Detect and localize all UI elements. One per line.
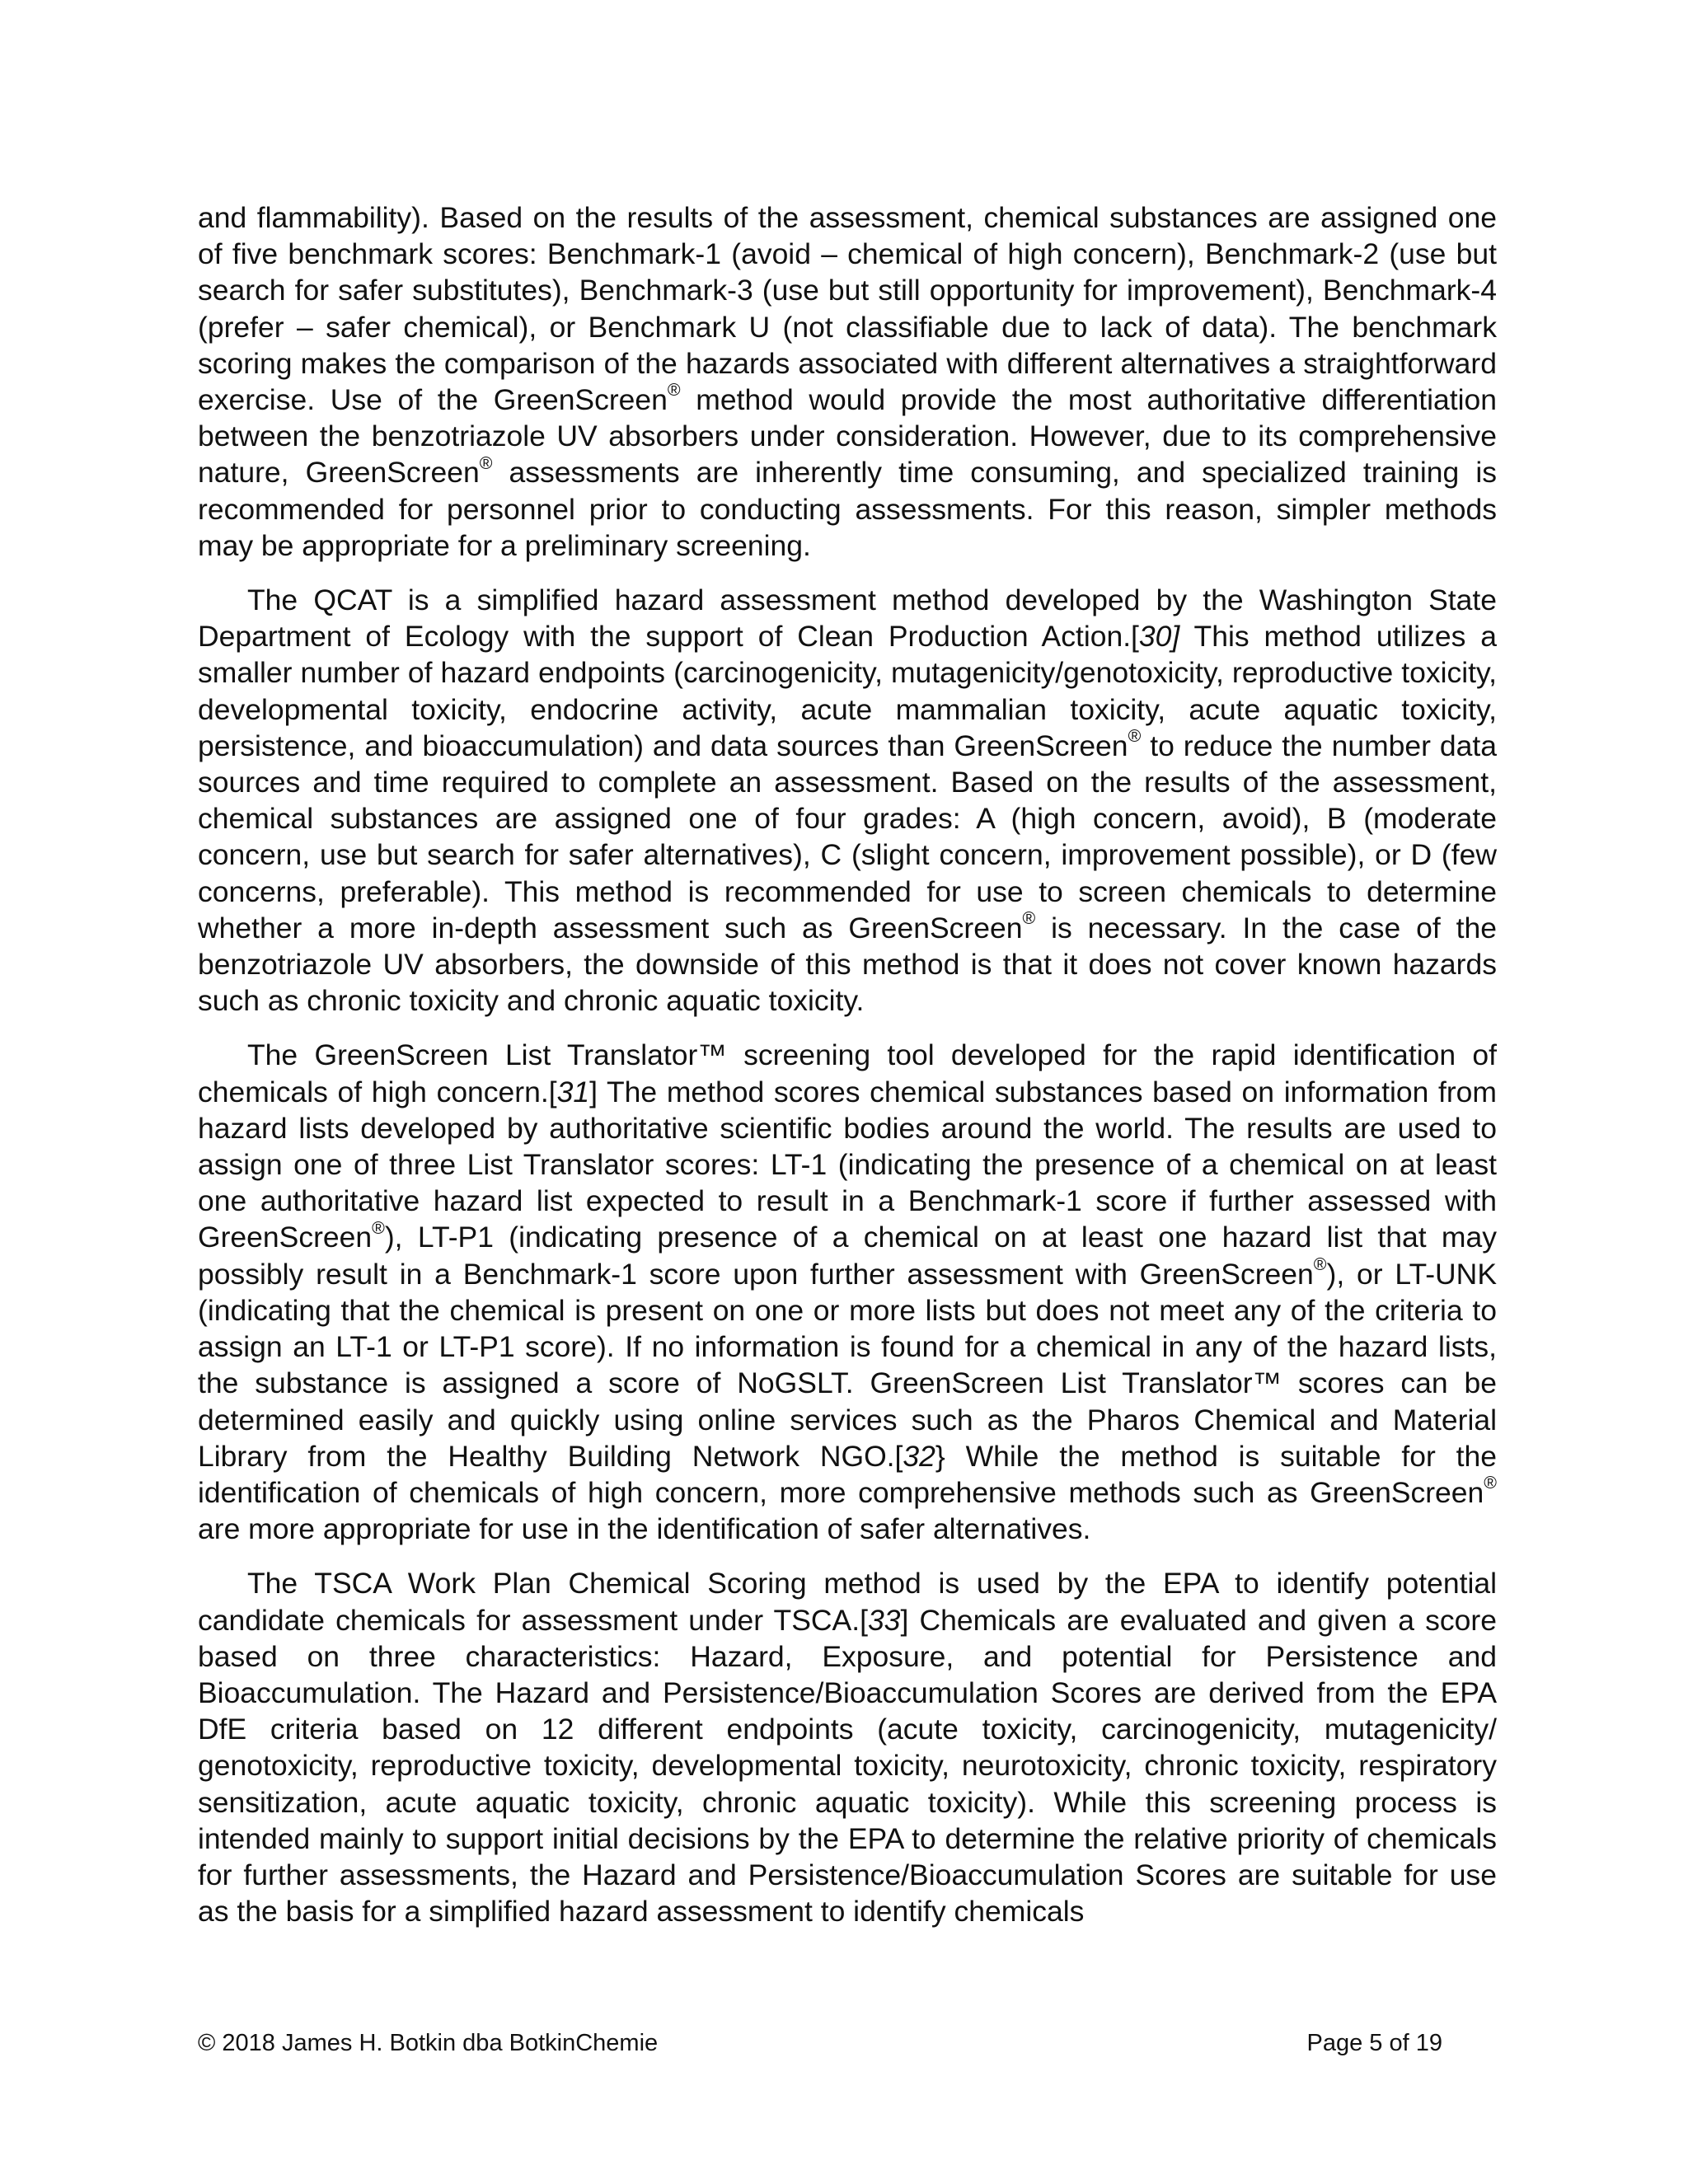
registered-mark: ®: [479, 452, 493, 473]
text-run: The GreenScreen List Translator™ screening tool developed for the rapid identification of chemicals of high concern.[: [198, 1038, 1497, 1108]
text-run: ] Chemicals are evaluated and given a score based on three characteristics: Hazard, Exposure, and potential for Persistence and Bioaccumulation. The Hazard and Persistence/Bioaccumulation Scores are derived from the EPA DfE criteria based on 12 different endpoints (acute toxicity, carcinogenicity, mutagenicity/ genotoxicity, reproductive toxicity, developmental toxicity, neurotoxicity, chronic toxicity, respiratory sensitization, acute aquatic toxicity, chronic aquatic toxicity). While this screening process is intended mainly to support initial decisions by the EPA to determine the relative priority of chemicals for further assessments, the Hazard and Persistence/Bioaccumulation Scores are suitable for use as the basis for a simplified hazard assessment to identify chemicals: [198, 1603, 1497, 1929]
footer-copyright: © 2018 James H. Botkin dba BotkinChemie: [198, 2030, 659, 2056]
text-run: This method utilizes a smaller number of hazard endpoints (carcinogenicity, mutagenicity/genotoxicity, reproductive toxicity, developmental toxicity, endocrine activity, acute mammalian toxicity, acute aquatic toxicity, persistence, and bioaccumulation) and data sources than GreenScreen: [198, 620, 1497, 762]
registered-mark: ®: [1128, 726, 1142, 747]
text-run: ), LT-P1 (indicating presence of a chemical on at least one hazard list that may possibly result in a Benchmark-1 score upon further assessment with GreenScreen: [198, 1221, 1497, 1291]
paragraph: [198, 1565, 1497, 1929]
footer-page-number: Page 5 of 19: [1306, 2030, 1442, 2056]
paragraph: [198, 199, 1497, 564]
text-run: and flammability). Based on the results of the assessment, chemical substances are assigned one of five benchmark scores: Benchmark-1 (avoid – chemical of high concern), Benchmark-2 (use but search for safer substitutes), Benchmark-3 (use but still opportunity for improvement), Benchmark-4 (prefer – safer chemical), or Benchmark U (not classifiable due to lack of data). The benchmark scoring makes the comparison of the hazards associated with different alternatives a straightforward exercise. Use of the GreenScreen: [198, 201, 1497, 417]
text-run: are more appropriate for use in the identification of safer alternatives.: [198, 1512, 1091, 1546]
text-run: } While the method is suitable for the identification of chemicals of high concern, more comprehensive methods such as GreenScreen: [198, 1439, 1497, 1509]
document-page: [198, 199, 1497, 1947]
registered-mark: ®: [1484, 1473, 1497, 1493]
text-run: assessments are inherently time consuming, and specialized training is recommended for personnel prior to conducting assessments. For this reason, simpler methods may be appropriate for a preliminary screening.: [198, 456, 1498, 562]
text-run: The TSCA Work Plan Chemical Scoring method is used by the EPA to identify potential candidate chemicals for assessment under TSCA.[: [198, 1567, 1497, 1637]
registered-mark: ®: [1313, 1254, 1327, 1274]
citation-number: 30]: [1138, 620, 1180, 654]
registered-mark: ®: [1022, 908, 1036, 929]
paragraph: [198, 1037, 1497, 1547]
registered-mark: ®: [667, 380, 681, 401]
citation-number: 31: [556, 1075, 590, 1108]
text-run: ), or LT-UNK (indicating that the chemical is present on one or more lists but does not meet any of the criteria to assign an LT-1 or LT-P1 score). If no information is found for a chemical in any of the hazard lists, the substance is assigned a score of NoGSLT. GreenScreen List Translator™ scores can be determined easily and quickly using online services such as the Pharos Chemical and Material Library from the Healthy Building Network NGO.[: [198, 1257, 1497, 1473]
citation-number: 32: [903, 1439, 935, 1473]
text-run: The QCAT is a simplified hazard assessment method developed by the Washington State Department of Ecology with the support of Clean Production Action.[: [198, 583, 1497, 654]
text-run: ] The method scores chemical substances based on information from hazard lists developed by authoritative scientific bodies around the world. The results are used to assign one of three List Translator scores: LT-1 (indicating the presence of a chemical on at least one authoritative hazard list expected to result in a Benchmark-1 score if further assessed with GreenScreen: [198, 1075, 1497, 1254]
text-run: to reduce the number data sources and time required to complete an assessment. Based on the results of the assessment, chemical substances are assigned one of four grades: A (high concern, avoid), B (moderate concern, use but search for safer alternatives), C (slight concern, improvement possible), or D (few concerns, preferable). This method is recommended for use to screen chemicals to determine whether a more in-depth assessment such as GreenScreen: [198, 729, 1498, 944]
registered-mark: ®: [372, 1217, 385, 1238]
citation-number: 33: [867, 1603, 901, 1637]
paragraph: [198, 582, 1497, 1019]
text-run: is necessary. In the case of the benzotriazole UV absorbers, the downside of this method is that it does not cover known hazards such as chronic toxicity and chronic aquatic toxicity.: [198, 911, 1497, 1018]
text-run: method would provide the most authoritative differentiation between the benzotriazole UV absorbers under consideration. However, due to its comprehensive nature, GreenScreen: [198, 383, 1497, 490]
page-footer: [198, 2028, 1442, 2058]
